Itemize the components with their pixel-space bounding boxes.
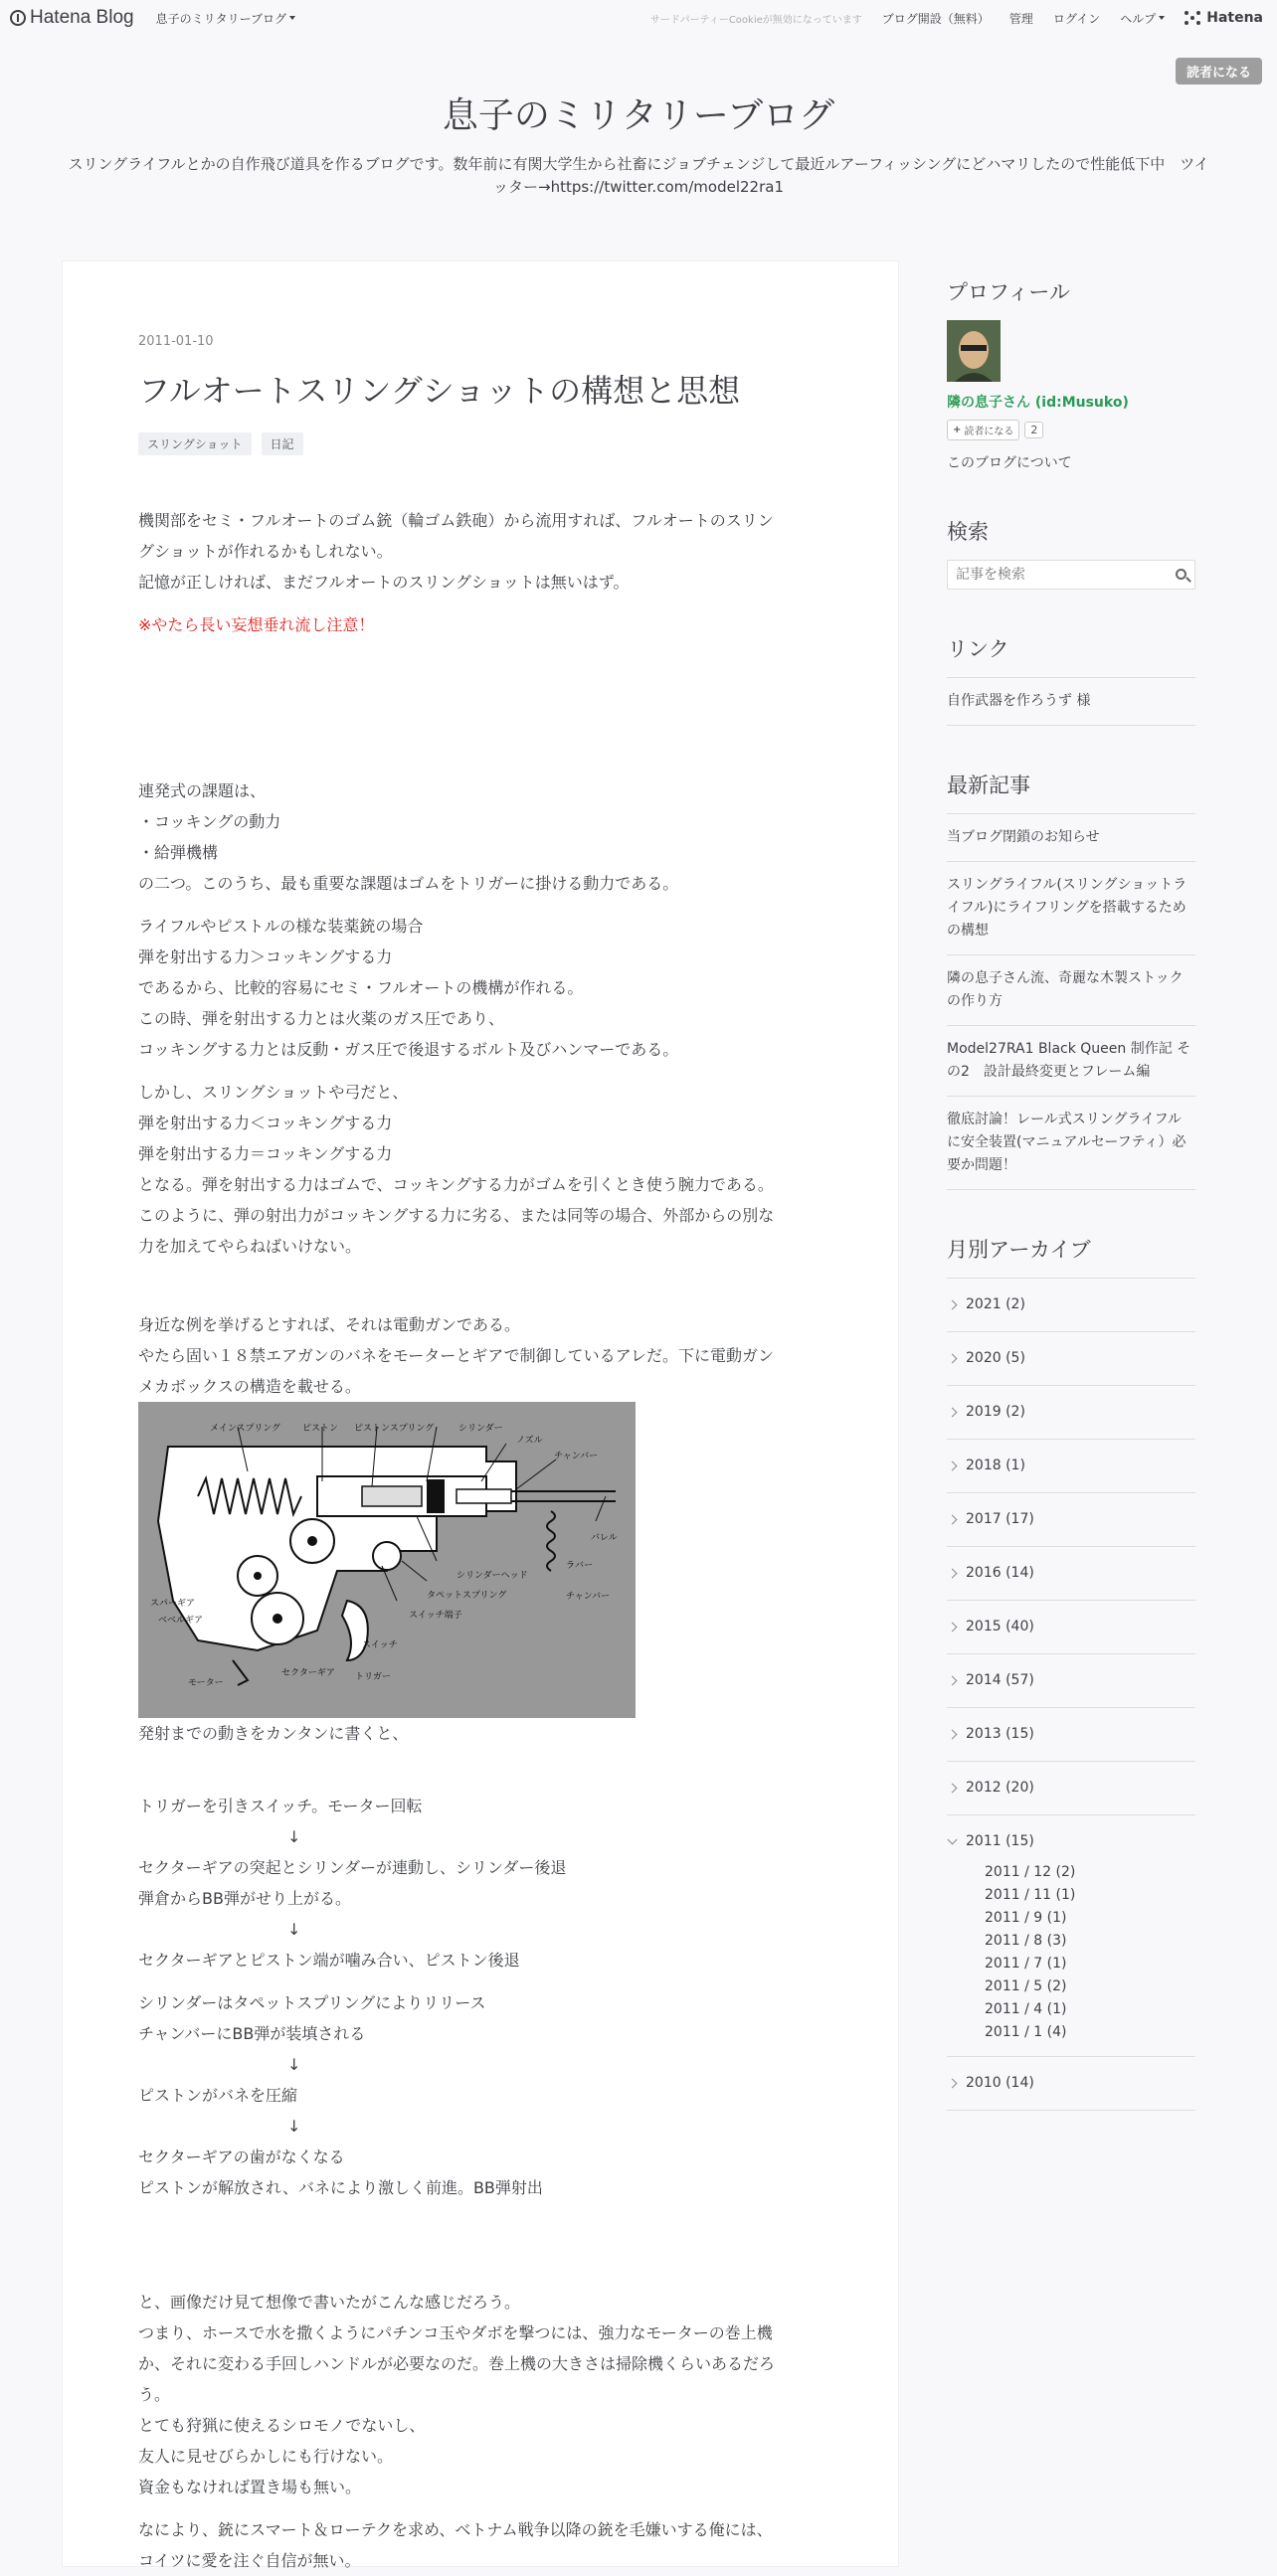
profile-module [947,276,1195,472]
body-line: 発射までの動きをカンタンに書くと、 [138,1724,409,1743]
label-cylinder: シリンダー [458,1424,503,1434]
recent-list [947,813,1195,1190]
chevron-right-icon [948,1354,958,1364]
body-line: 弾を射出する力＞コッキングする力 [138,947,393,966]
global-header [0,0,1277,36]
body-line: メカボックスの構造を載せる。 [138,1377,361,1396]
avatar-image [947,320,1001,382]
label-rubber-chamber: ラバー チャンバー [566,1561,611,1602]
body-line: ライフルやピストルの様な装薬銃の場合 [138,917,424,936]
archive-year-label: 2017 (17) [966,1511,1034,1527]
chevron-right-icon [948,1408,958,1418]
caret-down-icon [1159,16,1165,20]
body-line: と、画像だけ見て想像で書いたがこんな感じだろう。 [138,2293,521,2312]
chevron-right-icon [948,1569,958,1579]
archive-year[interactable] [947,1386,1195,1440]
link-item[interactable]: 自作武器を作ろうず 様 [947,678,1195,726]
archive-year[interactable] [947,1332,1195,1386]
archive-heading: 月別アーカイブ [947,1238,1091,1262]
chevron-right-icon [948,1461,958,1471]
body-line: グショットが作れるかもしれない。 [138,542,393,561]
body-line: ・給弾機構 [138,843,219,862]
chevron-right-icon [948,2079,958,2089]
hatena-logo-icon [10,10,26,26]
step-line: ピストンがバネを圧縮 [138,2086,298,2105]
entry-title[interactable]: フルオートスリングショットの構想と思想 [138,372,741,410]
body-line: 身近な例を挙げるとすれば、それは電動ガンである。 [138,1315,521,1334]
recent-module [947,770,1195,1190]
entry-body [138,505,884,2576]
sidebar [947,276,1195,2154]
body-line: 連発式の課題は、 [138,781,267,800]
archive-year-expanded[interactable] [947,1830,1195,1853]
body-line: 機関部をセミ・フルオートのゴム銃（輪ゴム鉄砲）から流用すれば、フルオートのスリン [138,511,774,530]
recent-item[interactable]: 当ブログ閉鎖のお知らせ [947,814,1195,862]
search-heading: 検索 [947,520,989,544]
archive-year-label: 2021 (2) [966,1296,1025,1312]
avatar[interactable] [947,320,1001,382]
archive-month[interactable]: 2011 / 5 (2) [985,1978,1067,1994]
blog-menu-label: 息子のミリタリーブログ [155,11,286,26]
label-motor: モーター [188,1678,224,1688]
profile-heading: プロフィール [947,280,1070,304]
gearbox-diagram[interactable] [138,1402,636,1718]
archive-year[interactable] [947,2057,1195,2111]
chevron-right-icon [948,1730,958,1740]
archive-year-label: 2016 (14) [966,1565,1034,1581]
archive-year-label: 2015 (40) [966,1619,1034,1634]
links-module [947,633,1195,726]
recent-item[interactable]: 徹底討論！レール式スリングライフルに安全装置(マニュアルセーフティ）必要か問題！ [947,1097,1195,1190]
label-spur-gear: スパーギア [150,1599,196,1609]
profile-subscribe [947,420,1195,440]
archive-month[interactable]: 2011 / 9 (1) [985,1910,1067,1926]
body-line: やたら固い１８禁エアガンのバネをモーターとギアで制御しているアレだ。下に電動ガン [138,1346,775,1365]
chevron-right-icon [948,1676,958,1686]
archive-year[interactable] [947,1654,1195,1708]
body-line: ・コッキングの動力 [138,812,281,831]
search-module [947,516,1195,590]
label-bevel-gear: ベベルギア [158,1616,204,1626]
body-line: このように、弾の射出力がコッキングする力に劣る、または同等の場合、外部からの別な [138,1206,775,1225]
hatena-menu[interactable] [1185,10,1263,26]
chevron-right-icon [948,1300,958,1310]
caret-down-icon [289,16,295,20]
body-line: 力を加えてやらねばいけない。 [138,1237,362,1256]
archive-months [947,1861,1195,2044]
label-sector-gear: セクターギア [281,1668,335,1678]
step-line: セクターギアの突起とシリンダーが連動し、シリンダー後退 [138,1858,567,1877]
hatena-label: Hatena [1206,10,1263,26]
login-link[interactable]: ログイン [1052,11,1101,26]
search-input[interactable] [956,567,1155,583]
archive-year[interactable] [947,1547,1195,1601]
about-blog-link[interactable]: このブログについて [947,455,1072,471]
archive-month[interactable]: 2011 / 1 (4) [985,2024,1067,2040]
blog-menu[interactable] [156,10,295,27]
cookie-notice: サードパーティーCookieが無効になっています [649,14,862,26]
step-line: セクターギアとピストン端が噛み合い、ピストン後退 [138,1951,520,1970]
archive-year-label: 2010 (14) [966,2075,1034,2091]
header-right [650,10,1263,27]
recent-item[interactable]: 隣の息子さん流、奇麗な木製ストックの作り方 [947,955,1195,1026]
archive-year-label: 2013 (15) [966,1726,1034,1742]
recent-heading: 最新記事 [947,773,1030,797]
entry-categories [138,432,884,455]
blog-title[interactable]: 息子のミリタリーブログ [442,95,835,136]
arrow-down: ↓ [287,2055,301,2074]
subscriber-count[interactable]: 2 [1024,422,1043,438]
entry-date[interactable]: 2011-01-10 [138,334,214,349]
search-icon[interactable] [1176,569,1186,580]
body-line: の二つ。このうち、最も重要な課題はゴムをトリガーに掛ける動力である。 [138,874,679,893]
archive-year[interactable] [947,1440,1195,1493]
archive-year-label: 2012 (20) [966,1780,1034,1796]
chevron-right-icon [948,1623,958,1632]
label-trigger: トリガー [355,1672,391,1682]
step-line: セクターギアの歯がなくなる [138,2147,345,2166]
links-heading: リンク [947,637,1009,661]
body-line: しかし、スリングショットや弓だと、 [138,1083,409,1102]
archive-list [947,1278,1195,2111]
chevron-right-icon [948,1784,958,1794]
archive-year-label: 2020 (5) [966,1350,1025,1366]
profile-subscribe-button[interactable] [947,420,1019,440]
archive-month[interactable]: 2011 / 8 (3) [985,1933,1067,1949]
body-line: つまり、ホースで水を撒くようにパチンコ玉やダボを撃つには、強力なモーターの巻上機 [138,2323,773,2342]
archive-year-label: 2019 (2) [966,1404,1025,1420]
archive-month[interactable]: 2011 / 11 (1) [985,1887,1076,1903]
body-line: コッキングする力とは反動・ガス圧で後退するボルト及びハンマーである。 [138,1040,679,1059]
label-switch-terminal: スイッチ端子 [409,1611,462,1621]
search-box [947,560,1195,590]
archive-year[interactable] [947,1601,1195,1654]
recent-item[interactable]: スリングライフル(スリングショットライフル)にライフリングを搭載するための構想 [947,862,1195,955]
subscribe-button[interactable]: 読者になる [1176,58,1262,85]
body-line: とても狩猟に使えるシロモノでないし、 [138,2416,426,2435]
archive-year[interactable] [947,1493,1195,1547]
body-line: 弾を射出する力＜コッキングする力 [138,1114,393,1132]
body-line: 弾を射出する力＝コッキングする力 [138,1144,393,1163]
archive-year[interactable] [947,1279,1195,1332]
label-main-spring: メインスプリング [210,1424,281,1434]
hatena-blog-logo[interactable] [10,7,134,29]
arrow-down: ↓ [287,1920,301,1939]
hatena-dots-icon [1185,11,1201,25]
body-line: う。 [138,2385,171,2404]
blog-description: スリングライフルとかの自作飛び道具を作るブログです。数年前に有関大学生から社畜にジョブチェンジして最近ルアーフィッシングにどハマリしたので性能低下中 ツイッター→https://twitter.com/model22ra1 [68,155,1209,196]
main-content [62,260,899,2570]
links-list [947,677,1195,726]
archive-module [947,1234,1195,2111]
label-tappet-spring: タペットスプリング [427,1591,507,1601]
chevron-down-icon [948,1835,958,1845]
label-piston: ピストン [302,1424,339,1434]
archive-year[interactable] [947,1708,1195,1762]
body-line: か、それに変わる手回しハンドルが必要なのだ。巻上機の大きさは掃除機くらいあるだろ [138,2354,776,2373]
help-menu[interactable] [1120,10,1165,27]
step-line: シリンダーはタペットスプリングによりリリース [138,1993,486,2012]
step-line: 弾倉からBB弾がせり上がる。 [138,1889,351,1908]
recent-item[interactable]: Model27RA1 Black Queen 制作記 その2 設計最終変更とフレーム編 [947,1026,1195,1097]
archive-year-label: 2011 (15) [966,1833,1034,1849]
body-line: 友人に見せびらかしにも行けない。 [138,2447,394,2466]
step-line: チャンバーにBB弾が装填される [138,2024,366,2043]
logo-text: Hatena Blog [30,7,134,28]
label-barrel: バレル [591,1533,618,1543]
entry [138,330,884,2576]
archive-year[interactable] [947,1762,1195,1815]
step-line: ピストンが解放され、バネにより激しく前進。BB弾射出 [138,2178,543,2197]
label-switch: スイッチ [362,1640,398,1650]
open-blog-link[interactable]: ブログ開設（無料） [881,11,990,26]
profile-name[interactable]: 隣の息子さん (id:Musuko) [947,395,1129,411]
subscribe-label: 読者になる [964,427,1014,437]
arrow-down: ↓ [287,1827,301,1846]
archive-year-open [947,1815,1195,2057]
category-tag[interactable]: 日記 [262,432,303,455]
archive-month[interactable]: 2011 / 4 (1) [985,2001,1067,2017]
label-cylinder-head: シリンダーヘッド [456,1571,528,1581]
label-piston-spring: ピストンスプリング [354,1424,435,1434]
chevron-right-icon [948,1515,958,1525]
archive-month[interactable]: 2011 / 7 (1) [985,1956,1067,1972]
body-line: となる。弾を射出する力はゴムで、コッキングする力がゴムを引くとき使う腕力である。 [138,1175,774,1194]
body-line: 記憶が正しければ、まだフルオートのスリングショットは無いはず。 [138,573,630,592]
category-tag[interactable]: スリングショット [138,432,252,455]
admin-link[interactable]: 管理 [1008,11,1033,26]
plus-icon: + [953,425,962,435]
archive-year-label: 2014 (57) [966,1672,1034,1688]
step-line: トリガーを引きスイッチ。モーター回転 [138,1797,423,1815]
label-nozzle: ノズル [516,1436,543,1446]
body-line: この時、弾を射出する力とは火薬のガス圧であり、 [138,1009,505,1028]
arrow-down: ↓ [287,2117,301,2136]
body-line: なにより、銃にスマート＆ローテクを求め、ベトナム戦争以降の銃を毛嫌いする俺には、 [138,2520,773,2539]
help-label: ヘルプ [1120,11,1157,26]
body-line: 資金もなければ置き場も無い。 [138,2478,362,2496]
warning-text: ※やたら長い妄想垂れ流し注意！ [138,615,375,634]
body-line: コイツに愛を注ぐ自信が無い。 [138,2551,361,2570]
archive-month[interactable]: 2011 / 12 (2) [985,1864,1076,1880]
archive-year-label: 2018 (1) [966,1458,1025,1473]
label-chamber: チャンバー [554,1452,599,1461]
body-line: であるから、比較的容易にセミ・フルオートの機構が作れる。 [138,978,584,997]
